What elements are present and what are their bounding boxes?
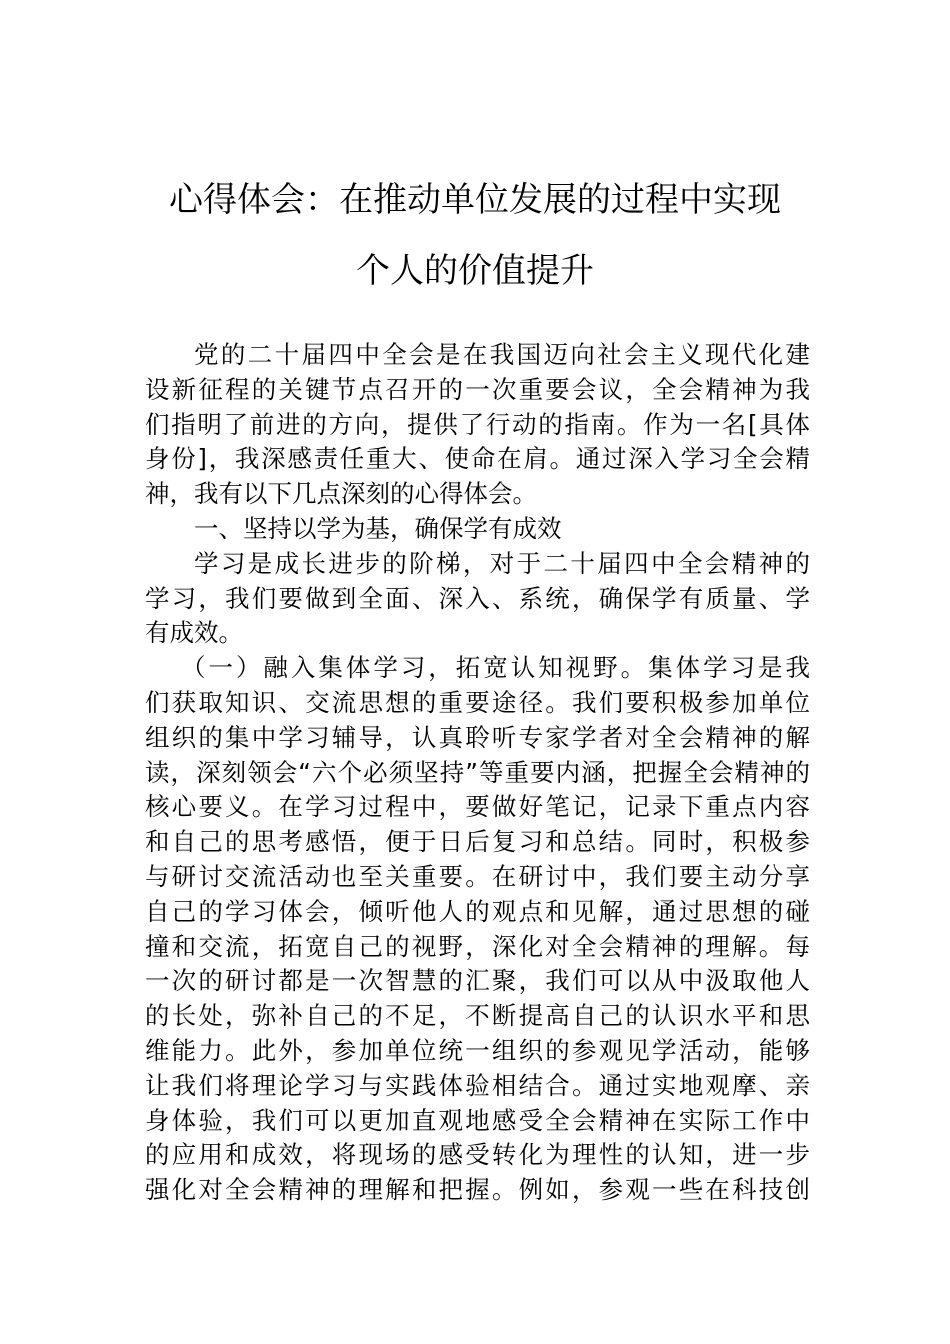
text-line: 身体验，我们可以更加直观地感受全会精神在实际工作中 [145, 1105, 810, 1135]
document-title-line-2: 个人的价值提升 [356, 251, 594, 291]
text-line: 组织的集中学习辅导，认真聆听专家学者对全会精神的解 [145, 722, 810, 752]
text-line: 核心要义。在学习过程中，要做好笔记，记录下重点内容 [145, 792, 810, 822]
text-line: 的长处，弥补自己的不足，不断提高自己的认识水平和思 [145, 1001, 810, 1031]
text-line: 设新征程的关键节点召开的一次重要会议，全会精神为我 [145, 374, 810, 404]
text-line: 让我们将理论学习与实践体验相结合。通过实地观摩、亲 [145, 1070, 810, 1100]
document-body [145, 338, 810, 1208]
text-line: 与研讨交流活动也至关重要。在研讨中，我们要主动分享 [145, 861, 810, 891]
text-line: 一次的研讨都是一次智慧的汇聚，我们可以从中汲取他人 [145, 966, 810, 996]
text-line: 神，我有以下几点深刻的心得体会。 [145, 479, 537, 509]
text-line: 们获取知识、交流思想的重要途径。我们要积极参加单位 [145, 687, 810, 717]
text-line: 党的二十届四中全会是在我国迈向社会主义现代化建 [194, 340, 810, 369]
text-line: 维能力。此外，参加单位统一组织的参观见学活动，能够 [145, 1035, 810, 1065]
text-line: 学习，我们要做到全面、深入、系统，确保学有质量、学 [145, 583, 810, 613]
subsection-heading-line: （一）融入集体学习，拓宽认知视野。集体学习是我 [181, 653, 810, 683]
paragraph-subsection-1 [145, 651, 810, 1208]
text-line: 们指明了前进的方向，提供了行动的指南。作为一名[具体 [145, 409, 810, 439]
text-line: 身份]，我深感责任重大、使命在肩。通过深入学习全会精 [145, 444, 810, 474]
text-line: 强化对全会精神的理解和把握。例如，参观一些在科技创 [145, 1175, 810, 1205]
text-line: 自己的学习体会，倾听他人的观点和见解，通过思想的碰 [145, 896, 810, 926]
paragraph-section-intro [145, 547, 810, 651]
text-line: 的应用和成效，将现场的感受转化为理性的认知，进一步 [145, 1140, 810, 1170]
text-line: 有成效。 [145, 618, 243, 648]
text-line: 学习是成长进步的阶梯，对于二十届四中全会精神的 [194, 548, 810, 578]
section-heading-text: 一、坚持以学为基，确保学有成效 [194, 513, 562, 543]
text-line: 和自己的思考感悟，便于日后复习和总结。同时，积极参 [145, 827, 810, 857]
text-line: 撞和交流，拓宽自己的视野，深化对全会精神的理解。每 [145, 931, 810, 961]
text-line: 读，深刻领会“六个必须坚持”等重要内涵，把握全会精神的 [145, 757, 810, 787]
section-heading [145, 512, 810, 547]
document-title-line-1: 心得体会：在推动单位发展的过程中实现 [169, 180, 781, 220]
paragraph-intro [145, 338, 810, 512]
